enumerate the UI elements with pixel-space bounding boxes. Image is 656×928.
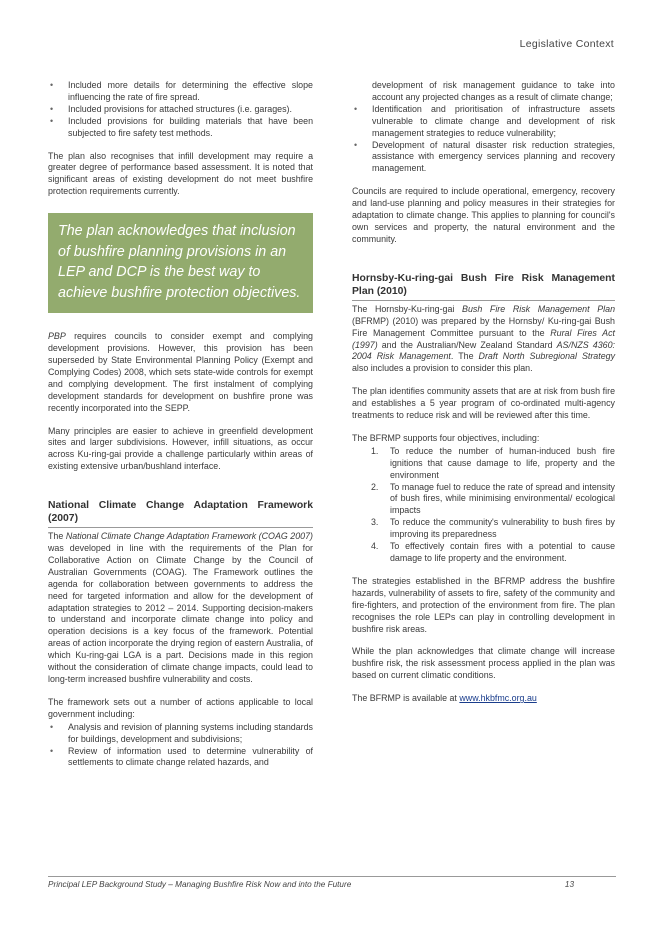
document-title-italic: National Climate Change Adaptation Framework (COAG 2007) <box>65 531 313 542</box>
pull-quote: The plan acknowledges that inclusion of bushfire planning provisions in an LEP and DCP is the best way to achieve bushfire protection objectives. <box>48 213 313 313</box>
paragraph-continued: development of risk management guidance to take into account any projected changes as a result of climate change; <box>372 80 615 102</box>
item-text: To manage fuel to reduce the rate of spread and intensity of bush fires, while minimising environmental/ ecological impacts <box>390 481 615 516</box>
paragraph-infill: The plan also recognises that infill development may require a greater degree of performance based assessment. It is noted that significant areas of existing development do not meet bushfire protection requirements currently. <box>48 150 313 197</box>
list-item <box>352 446 615 482</box>
paragraph-text: also includes a provision to consider this plan. <box>352 363 533 374</box>
paragraph-assets: The plan identifies community assets that are at risk from bush fire and establishes a 5 year program of co-ordinated multi-agency treatments to reduce risk and will be reviewed after this time. <box>352 386 615 421</box>
act-title-italic: Rural Fires Act (1997) <box>352 327 615 350</box>
pbp-term: PBP <box>48 331 66 342</box>
paragraph-availability <box>352 693 615 705</box>
right-column <box>352 80 615 716</box>
list-item <box>352 482 615 518</box>
list-item: • Identification and prioritisation of infrastructure assets vulnerable to climate change and development of risk management strategies to reduce vulnerability; <box>352 104 615 140</box>
paragraph-objectives: The BFRMP supports four objectives, including: <box>352 432 540 443</box>
paragraph-text: and the Australian/New Zealand Standard <box>377 339 557 350</box>
paragraph-actions: The framework sets out a number of actions applicable to local government including: <box>48 696 313 719</box>
item-number: 1. <box>371 445 379 456</box>
standard-title-italic: AS/NZS 4360: 2004 Risk Management <box>352 339 615 362</box>
paragraph-nccaf <box>48 531 313 686</box>
bullet-list-actions-cont <box>352 104 615 175</box>
list-item: • Included provisions for attached structures (i.e. garages). <box>48 104 313 116</box>
document-title-italic: Bush Fire Risk Management Plan <box>462 303 615 314</box>
list-item: • Development of natural disaster risk reduction strategies, assistance with emergency services planning and recovery management. <box>352 140 615 176</box>
heading-bfrmp: Hornsby-Ku-ring-gai Bush Fire Risk Management Plan (2010) <box>352 272 615 301</box>
heading-nccaf: National Climate Change Adaptation Framework (2007) <box>48 499 313 528</box>
item-number: 3. <box>371 517 379 528</box>
paragraph-text: The <box>48 531 66 542</box>
list-item: • Included provisions for building materials that have been subjected to fire safety test methods. <box>48 116 313 140</box>
item-number: 4. <box>371 541 379 552</box>
paragraph-text: The Hornsby-Ku-ring-gai <box>352 303 463 314</box>
list-item <box>352 541 615 565</box>
page-number: 13 <box>564 880 574 889</box>
paragraph-text: . The <box>450 351 479 362</box>
list-item: • Review of information used to determine vulnerability of settlements to climate change related hazards, and <box>48 746 313 770</box>
bullet-list-provisions <box>48 80 313 140</box>
paragraph-principles: Many principles are easier to achieve in greenfield development sites and larger subdivisions. However, infill situations, as occur across Ku-ring-gai provide a challenge particularly within areas of existing extensive urban/bushland interface. <box>48 425 313 472</box>
paragraph-bfrmp <box>352 304 615 375</box>
paragraph-text: was developed in line with the requirements of the Plan for Collaborative Action on Climate Change by the Council of Australian Governments (COAG). The Framework outlines the agenda for collaboration between governments to address the need for targeted information and allow for the development of adaptation strategies to 2012 – 2014. Supporting decision-makers to understand and incorporate climate change into policy and operation decisions is a key focus of the framework. Potential areas of action incorporate the drying region of eastern Australia, of which Ku-ring-gai LGA is a part. Decisions made in this region without the consideration of climate change impacts, could lead to long-term increased bushfire vulnerability and costs. <box>48 543 313 684</box>
item-text: To reduce the community's vulnerability to bush fires by improving its preparedness <box>390 517 615 540</box>
item-text: To effectively contain fires with a potential to cause damage to life property and the environment. <box>390 541 615 563</box>
bullet-list-actions <box>48 722 313 770</box>
list-item <box>352 517 615 541</box>
paragraph-text: (BFRMP) (2010) was prepared by the Hornsby/ Ku-ring-gai Bush Fire Management Committee pursuant to the <box>352 315 615 338</box>
paragraph-text: The BFRMP is available at <box>352 693 460 704</box>
strategy-title-italic: Draft North Subregional Strategy <box>478 351 616 362</box>
paragraph-councils: Councils are required to include operational, emergency, recovery and land-use planning and policy measures in their strategies for adaptation to climate change. This applies to planning for council's own services and property, the natural environment and the community. <box>352 186 615 244</box>
item-number: 2. <box>371 481 379 492</box>
footer-divider <box>48 876 616 877</box>
running-header: Legislative Context <box>519 38 614 50</box>
footer-document-title: Principal LEP Background Study – Managing Bushfire Risk Now and into the Future <box>48 880 352 889</box>
item-text: To reduce the number of human-induced bush fire ignitions that cause damage to life, property and the environment <box>390 445 615 480</box>
paragraph-strategies: The strategies established in the BFRMP address the bushfire hazards, vulnerability of assets to fire, safety of the community and fire-fighters, and protection of the environment from fire. The plan recognises the role LEPs can play in controlling development in bushfire risk areas. <box>352 575 615 634</box>
paragraph-pbp <box>48 331 313 414</box>
paragraph-while: While the plan acknowledges that climate change will increase bushfire risk, the risk assessment process applied in the plan was based on current climatic conditions. <box>352 646 615 681</box>
list-item: • Included more details for determining the effective slope influencing the rate of fire spread. <box>48 80 313 104</box>
list-item: • Analysis and revision of planning systems including standards for buildings, development and subdivisions; <box>48 722 313 746</box>
paragraph-text: requires councils to consider exempt and complying development provisions. However, this provision has been superseded by State Environmental Planning Policy (Exempt and Complying Codes) 2008, which sets state-wide controls for exempt and complying development. The first instalment of complying development standards for development on bushfire prone was recently incorporated into the SEPP. <box>48 331 313 413</box>
left-column <box>48 80 313 780</box>
objectives-list <box>352 446 615 565</box>
bfrmp-website-link[interactable]: www.hkbfmc.org.au <box>459 693 537 704</box>
